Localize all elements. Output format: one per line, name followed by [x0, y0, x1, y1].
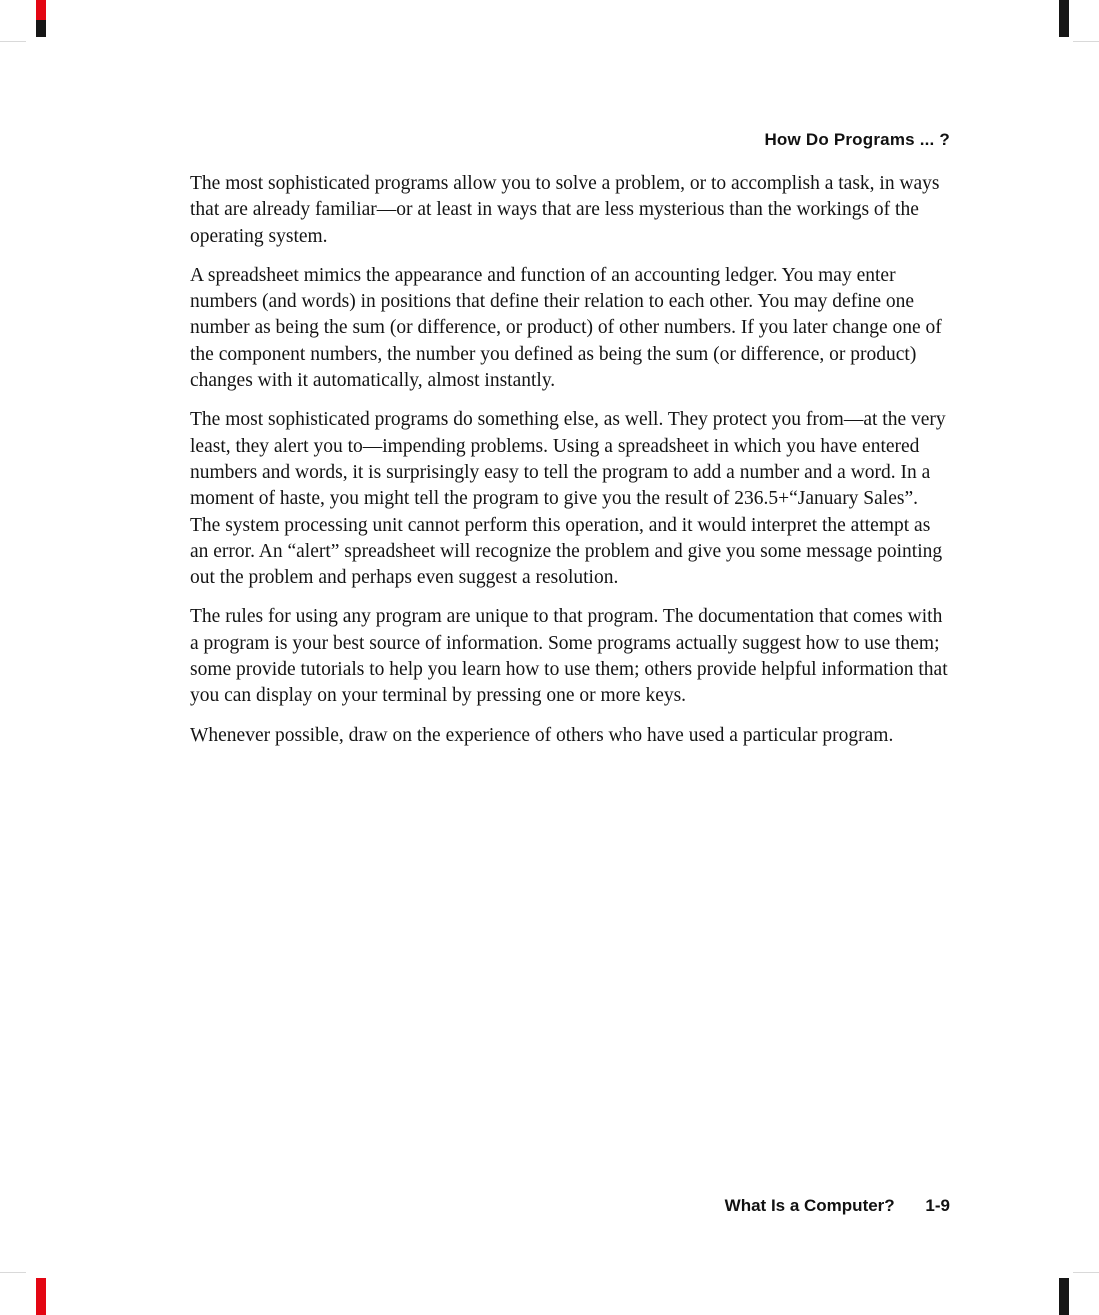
registration-bar-top-left-black [36, 20, 46, 37]
crop-mark-top-right [1073, 41, 1099, 42]
registration-bar-top-left-red [36, 0, 46, 20]
crop-mark-bottom-right [1073, 1272, 1099, 1273]
registration-bar-bottom-left-red [36, 1278, 46, 1315]
body-paragraph: A spreadsheet mimics the appearance and function of an accounting ledger. You may enter numbers (and words) in positions that define their relation to each other. You may define one number as being the sum (or difference, or product) of other numbers. If you later change one of the component numbers, the number you defined as being the sum (or difference, or product) changes with it automatically, almost instantly. [190, 264, 942, 392]
crop-mark-top-left [0, 41, 26, 42]
body-paragraph: The rules for using any program are unique to that program. The documentation that comes with a program is your best source of information. Some programs actually suggest how to use them; some provide tutorials to help you learn how to use them; others provide helpful information that you can display on your terminal by pressing one or more keys. [190, 606, 948, 707]
body-paragraph: The most sophisticated programs do something else, as well. They protect you from—at the very least, they alert you to—impending problems. Using a spreadsheet in which you have entered numbers and words, it is surprisingly easy to tell the program to add a number and a word. In a moment of haste, you might tell the program to give you the result of 236.5+“January Sales”. The system processing unit cannot perform this operation, and it would interpret the attempt as an error. An “alert” spreadsheet will recognize the problem and give you some message pointing out the problem and perhaps even suggest a resolution. [190, 409, 946, 589]
footer-page-number: 1-9 [925, 1196, 950, 1215]
body-text [190, 171, 952, 762]
body-paragraph: The most sophisticated programs allow you to solve a problem, or to accomplish a task, in ways that are already familiar—or at least in ways that are less mysterious than the workings of the operating system. [190, 173, 940, 247]
page-footer [190, 1196, 950, 1216]
registration-bar-bottom-right-black [1059, 1278, 1069, 1315]
body-paragraph: Whenever possible, draw on the experience of others who have used a particular program. [190, 724, 894, 746]
crop-mark-bottom-left [0, 1272, 26, 1273]
footer-chapter-title: What Is a Computer? [724, 1196, 895, 1215]
running-header: How Do Programs ... ? [764, 130, 950, 149]
registration-bar-top-right-black [1059, 0, 1069, 37]
